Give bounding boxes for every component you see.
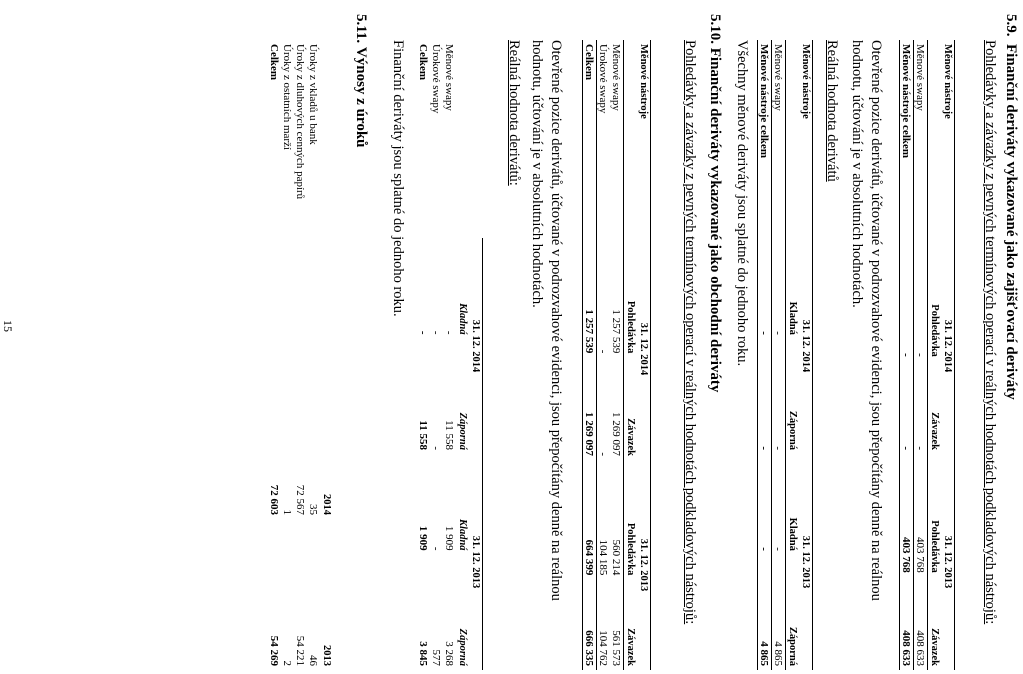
cell: 35 bbox=[307, 504, 320, 515]
col-subheader: Pohledávka bbox=[625, 522, 636, 576]
section-5-11-heading: 5.11. Výnosy z úroků bbox=[353, 14, 369, 148]
col-subheader: Záporná bbox=[787, 626, 798, 666]
row-label: Celkem bbox=[583, 44, 596, 81]
table-row bbox=[597, 40, 611, 670]
s59-fair-value-table bbox=[757, 40, 813, 670]
s59-paragraph-2: Všechny měnové deriváty jsou splatné do jednoho roku. bbox=[734, 40, 750, 367]
cell: 54 269 bbox=[268, 635, 281, 666]
cell: 666 335 bbox=[583, 630, 596, 666]
cell: 11 558 bbox=[417, 420, 430, 450]
col-subheader: Závazek bbox=[929, 628, 940, 666]
cell: 54 221 bbox=[294, 635, 307, 666]
cell: - bbox=[430, 546, 443, 551]
table-row bbox=[443, 40, 456, 670]
col-header-2014: 31. 12. 2014 bbox=[638, 322, 649, 376]
col-subheader bbox=[928, 40, 942, 238]
cell: 11 558 bbox=[443, 420, 456, 450]
cell: - bbox=[900, 353, 913, 357]
s59-paragraph-1: Otevřené pozice derivátů, účtované v podrozvahové evidenci, jsou přepočítány denně na reálnou hodnotu, účtování je v absolutních hodnotách. bbox=[849, 40, 884, 601]
row-label: Celkem bbox=[417, 44, 430, 81]
s59-receivables-table bbox=[899, 40, 955, 670]
cell: 408 633 bbox=[900, 630, 913, 666]
table-row bbox=[268, 40, 281, 670]
s510-paragraph-1: Otevřené pozice derivátů, účtované v podrozvahové evidenci, jsou přepočítány denně na reálnou hodnotu, účtování je v absolutních hodnotách. bbox=[529, 40, 564, 601]
row-label: Úrokové swapy bbox=[597, 44, 610, 114]
col-subheader: Pohledávka bbox=[929, 304, 940, 357]
cell: - bbox=[758, 446, 771, 450]
cell: 4 865 bbox=[758, 641, 771, 666]
col-header-2014: 2014 bbox=[321, 494, 332, 515]
table-row bbox=[281, 40, 294, 670]
col-subheader: Závazek bbox=[929, 412, 940, 450]
col-subheader: Kladná bbox=[787, 517, 798, 551]
table-row bbox=[294, 40, 307, 670]
row-label: Měnové swapy bbox=[443, 44, 456, 111]
table-row bbox=[430, 40, 443, 670]
cell: - bbox=[900, 446, 913, 450]
col-header-2013: 31. 12. 2013 bbox=[942, 535, 953, 589]
table-row bbox=[772, 40, 786, 670]
cell: 408 633 bbox=[914, 630, 927, 666]
col-header: Měnové nástroje bbox=[942, 44, 953, 119]
cell: 3 268 bbox=[443, 641, 456, 666]
cell: 72 603 bbox=[268, 484, 281, 515]
cell: 72 567 bbox=[294, 484, 307, 515]
row-label: Úroky z dluhových cenných papírů bbox=[294, 44, 307, 200]
cell: - bbox=[417, 330, 430, 335]
row-label: Měnové swapy bbox=[914, 44, 927, 111]
cell: - bbox=[772, 331, 785, 335]
table-row bbox=[610, 40, 624, 670]
page-number: 15 bbox=[1, 320, 15, 332]
table-row bbox=[307, 40, 320, 670]
cell: - bbox=[430, 330, 443, 335]
cell: - bbox=[758, 331, 771, 335]
cell: 2 bbox=[281, 660, 294, 666]
table-row bbox=[583, 40, 597, 670]
cell: 104 185 bbox=[597, 539, 610, 576]
row-label: Úrokové swapy bbox=[430, 44, 443, 114]
col-subheader: Záporná bbox=[457, 628, 468, 666]
table-row bbox=[758, 40, 772, 670]
cell: - bbox=[772, 446, 785, 450]
section-5-10-subheading: Pohledávky a závazky z pevných termínových operací v reálných hodnotách podkladových nástrojů: bbox=[682, 40, 698, 625]
table-row bbox=[417, 40, 430, 670]
cell: - bbox=[597, 349, 610, 354]
cell: - bbox=[914, 353, 927, 357]
s510-fair-value-table bbox=[417, 40, 483, 670]
col-header-2013: 31. 12. 2013 bbox=[800, 535, 811, 589]
col-subheader: Závazek bbox=[625, 418, 636, 456]
row-label: Celkem bbox=[268, 44, 281, 81]
cell: 403 768 bbox=[914, 537, 927, 573]
cell: 560 214 bbox=[610, 539, 623, 576]
cell: 104 762 bbox=[597, 630, 610, 666]
section-5-9-subheading: Pohledávky a závazky z pevných termínových operací v reálných hodnotách podkladových nástrojů: bbox=[982, 40, 998, 625]
col-header bbox=[320, 40, 333, 368]
row-label: Měnové swapy bbox=[610, 44, 623, 111]
cell: - bbox=[758, 547, 771, 551]
col-header-2014: 31. 12. 2014 bbox=[942, 319, 953, 373]
col-subheader: Pohledávka bbox=[929, 520, 940, 573]
col-subheader bbox=[624, 40, 638, 238]
cell: - bbox=[772, 547, 785, 551]
col-subheader: Kladná bbox=[787, 301, 798, 335]
s510-receivables-table bbox=[582, 40, 651, 670]
cell: 3 845 bbox=[417, 641, 430, 666]
col-subheader: Záporná bbox=[457, 412, 468, 450]
col-subheader: Kladná bbox=[457, 519, 468, 551]
row-label: Úroky z vkladů u bank bbox=[307, 44, 320, 145]
s59-fair-value-heading: Reálná hodnota derivátů bbox=[824, 40, 840, 182]
col-header bbox=[469, 40, 483, 238]
table-row bbox=[900, 40, 914, 670]
cell: 1 909 bbox=[417, 525, 430, 551]
cell: 1 269 097 bbox=[610, 411, 623, 456]
row-label: Měnové nástroje celkem bbox=[900, 44, 913, 159]
cell: 561 573 bbox=[610, 630, 623, 666]
row-label: Měnové swapy bbox=[772, 44, 785, 111]
cell: 1 909 bbox=[443, 525, 456, 551]
col-subheader bbox=[786, 40, 800, 238]
col-subheader bbox=[456, 40, 469, 238]
cell: - bbox=[430, 446, 443, 450]
section-5-9-heading: 5.9. Finanční deriváty vykazované jako zajišťovací deriváty bbox=[1003, 14, 1019, 400]
cell: - bbox=[443, 330, 456, 335]
cell: 46 bbox=[307, 655, 320, 666]
cell: - bbox=[597, 452, 610, 456]
cell: 1 257 539 bbox=[583, 309, 596, 354]
col-header-2014: 31. 12. 2014 bbox=[800, 319, 811, 373]
s510-fair-value-heading: Reálná hodnota derivátů: bbox=[506, 40, 522, 186]
col-subheader: Pohledávka bbox=[625, 300, 636, 354]
row-label: Úroky z ostatních marží bbox=[281, 44, 294, 150]
col-subheader: Záporná bbox=[787, 410, 798, 450]
cell: 664 399 bbox=[583, 539, 596, 576]
cell: 1 257 539 bbox=[610, 309, 623, 354]
cell: - bbox=[914, 446, 927, 450]
col-header-2014: 31. 12. 2014 bbox=[469, 238, 483, 454]
col-header-2013: 2013 bbox=[321, 645, 332, 666]
col-subheader: Kladná bbox=[457, 303, 468, 335]
col-header: Měnové nástroje bbox=[800, 44, 811, 119]
s511-interest-income-table bbox=[268, 40, 333, 670]
row-label: Měnové nástroje celkem bbox=[758, 44, 771, 159]
s510-paragraph-2: Finanční deriváty jsou splatné do jednoho roku. bbox=[390, 40, 406, 317]
table-row bbox=[914, 40, 928, 670]
col-header-2013: 31. 12. 2013 bbox=[469, 454, 483, 670]
cell: 577 bbox=[430, 649, 443, 666]
cell: 1 bbox=[281, 509, 294, 515]
col-subheader: Závazek bbox=[625, 628, 636, 666]
col-header-2013: 31. 12. 2013 bbox=[638, 538, 649, 592]
cell: 1 269 097 bbox=[583, 411, 596, 456]
cell: 4 865 bbox=[772, 641, 785, 666]
cell: 403 768 bbox=[900, 537, 913, 573]
col-header: Měnové nástroje bbox=[638, 44, 649, 119]
section-5-10-heading: 5.10. Finanční deriváty vykazované jako obchodní deriváty bbox=[707, 14, 723, 393]
